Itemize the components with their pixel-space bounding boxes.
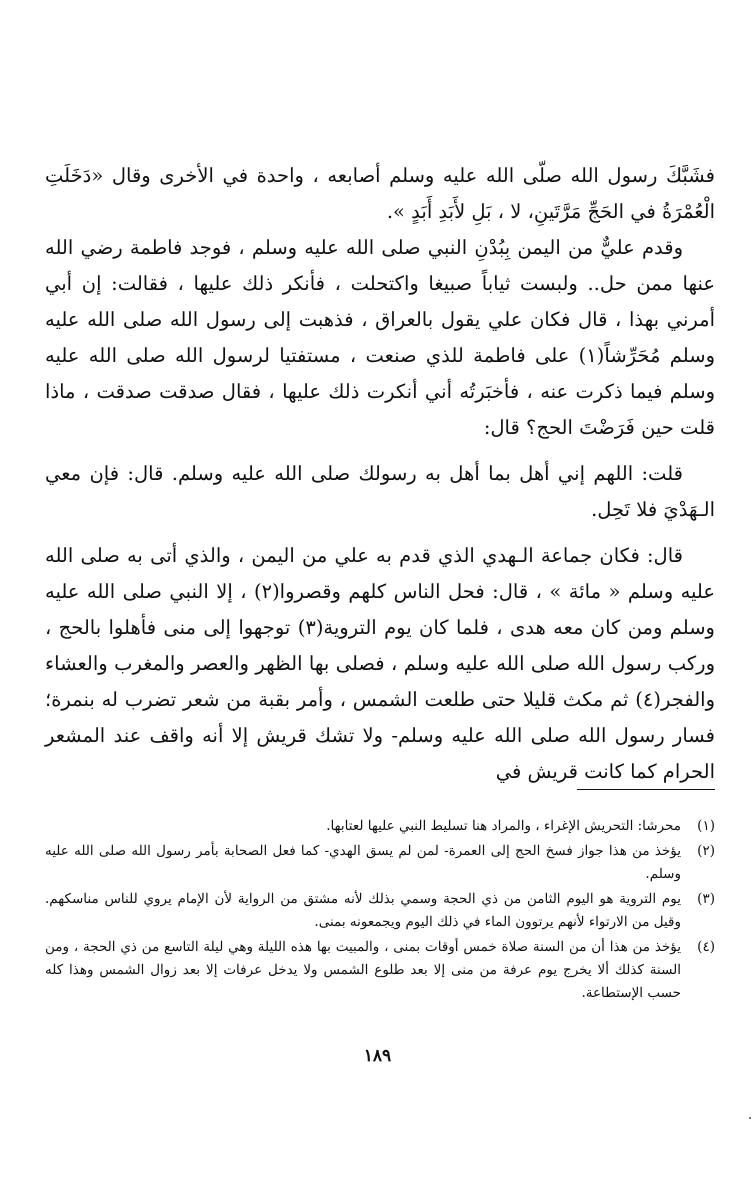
main-text xyxy=(45,158,715,790)
margin-speck xyxy=(749,1117,751,1119)
footnote-2 xyxy=(45,840,715,886)
footnote-text: يوم التروية هو اليوم الثامن من ذي الحجة وسمي بذلك لأنه مشتق من الرواية لأن الإمام يروي للناس مناسكهم. وقيل من الارتواء لأنهم يرتوون الماء في ذلك اليوم ويجمعونه بمنى. xyxy=(45,891,681,930)
footnote-number: (١) xyxy=(697,818,715,834)
footnote-number: (٣) xyxy=(697,891,715,907)
paragraph-4: قال: فكان جماعة الـهدي الذي قدم به علي من اليمن ، والذي أتى به صلى الله عليه وسلم « مائة » ، قال: فحل الناس كلهم وقصروا(٢) ، إلا النبي صلى الله عليه وسلم ومن كان معه هدى ، فلما كان يوم التروية(٣) توجهوا إلى منى فأهلوا بالحج ، وركب رسول الله صلى الله عليه وسلم ، فصلى بها الظهر والعصر والمغرب والعشاء والفجر(٤) ثم مكث قليلا حتى طلعت الشمس ، وأمر بقبة من شعر تضرب له بنمرة؛ فسار رسول الله صلى الله عليه وسلم- ولا تشك قريش إلا أنه واقف عند المشعر الحرام كما كانت قريش في xyxy=(45,544,716,783)
footnote-separator xyxy=(577,789,715,790)
footnote-4 xyxy=(45,936,715,1005)
footnote-text: محرشا: التحريش الإغراء ، والمراد هنا تسليط النبي عليها لعتابها. xyxy=(326,818,681,834)
footnote-number: (٤) xyxy=(697,939,715,955)
footnote-text: يؤخذ من هذا أن من السنة صلاة خمس أوقات بمنى ، والمبيت بها هذه الليلة وهي ليلة التاسع من ذي الحجة ، ومن السنة كذلك ألا يخرج يوم عرفة من منى إلا بعد طلوع الشمس ولا يدخل عرفات إلا بعد زوال الشمس وهذا كله حسب الإستطاعة. xyxy=(45,939,681,1001)
footnote-1 xyxy=(45,815,715,838)
paragraph-1: فشَبَّكَ رسول الله صلّى الله عليه وسلم أصابعه ، واحدة في الأخرى وقال «دَخَلَتِ الْعُمْرَةُ في الحَجِّ مَرَّتَينِ، لا ، بَلِ لأَبَدِ أَبَدٍ ». xyxy=(45,164,715,223)
footnote-number: (٢) xyxy=(697,843,715,859)
footnote-3 xyxy=(45,888,715,934)
paragraph-3: قلت: اللهم إني أهل بما أهل به رسولك صلى الله عليه وسلم. قال: فإن معي الـهَدْيَ فلا تَحِل. xyxy=(45,462,715,521)
footnote-text: يؤخذ من هذا جواز فسخ الحج إلى العمرة- لمن لم يسق الهدي- كما فعل الصحابة بأمر رسول الله صلى الله عليه وسلم. xyxy=(45,843,681,882)
page-number: ١٨٩ xyxy=(363,1046,392,1066)
footnotes xyxy=(45,815,715,1007)
paragraph-2: وقدم عليٌّ من اليمن بِبُدْنِ النبي صلى الله عليه وسلم ، فوجد فاطمة رضي الله عنها ممن حل.. ولبست ثياباً صبيغا واكتحلت ، فأنكر ذلك عليها ، فقالت: إن أبي أمرني بهذا ، قال فكان علي يقول بالعراق ، فذهبت إلى رسول الله صلى الله عليه وسلم مُحَرِّشاً(١) على فاطمة للذي صنعت ، مستفتيا لرسول الله صلى الله عليه وسلم فيما ذكرت عنه ، فأخبَرتُه أني أنكرت ذلك عليها ، فقال صدقت صدقت ، ماذا قلت حين فَرَضْتَ الحج؟ قال: xyxy=(45,236,715,439)
